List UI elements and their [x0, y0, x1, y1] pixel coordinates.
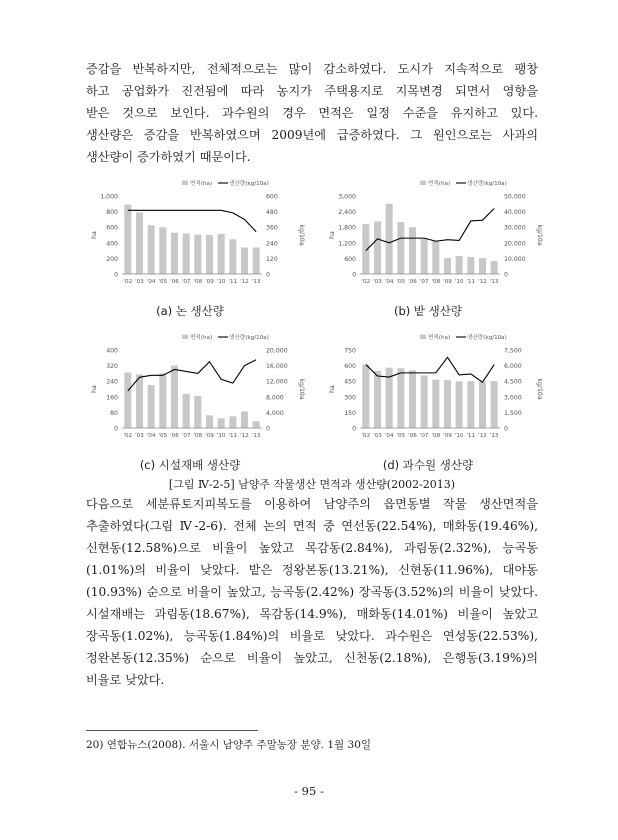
x-tick-label: '11 [228, 279, 238, 285]
legend-production-label: 생산량(kg/10a) [229, 181, 269, 187]
bar-area [362, 365, 369, 428]
y-left-tick-label: 0 [352, 425, 356, 433]
legend-bar-swatch [182, 181, 188, 186]
y-right-tick-label: 3,000 [504, 394, 522, 402]
y-left-tick-label: 0 [352, 271, 356, 279]
y-left-tick-label: 200 [106, 255, 118, 263]
bar-area [362, 224, 369, 274]
y-right-tick-label: 4,000 [266, 409, 284, 417]
production-line [128, 210, 256, 231]
chart-orchard-production [306, 332, 546, 447]
text-line: 추출하였다(그림 Ⅳ-2-6). 전체 논의 면적 중 연선동(22.54%), 매화동(19.46%), [86, 519, 538, 533]
bar-area [253, 247, 260, 274]
x-tick-label: '02 [123, 433, 133, 439]
y-left-tick-label: 1,800 [338, 224, 356, 232]
legend-area-label: 면적(ha) [428, 181, 451, 187]
x-tick-label: '03 [373, 433, 382, 439]
bar-area [183, 394, 190, 428]
y-right-tick-label: 10,000 [504, 255, 526, 263]
bar-area [491, 381, 498, 428]
y-left-axis-title: ha [91, 231, 98, 239]
x-tick-label: '05 [396, 433, 406, 439]
y-right-tick-label: 0 [504, 425, 508, 433]
y-left-tick-label: 750 [344, 347, 356, 355]
y-right-tick-label: 360 [266, 224, 278, 232]
x-tick-label: '08 [431, 433, 441, 439]
y-right-axis-title: kg/10a [298, 224, 305, 246]
bar-area [456, 256, 463, 274]
x-tick-label: '02 [123, 279, 133, 285]
bar-area [491, 261, 498, 274]
bar-area [374, 221, 381, 274]
text-line: 받은 것으로 보인다. 과수원의 경우 면적은 일정 수준을 유지하고 있다. [86, 106, 538, 120]
text-line: 장곡동(1.02%), 능곡동(1.84%)의 비율로 낮았다. 과수원은 연성동(22.53%), [86, 629, 538, 643]
chart-caption-b: (b) 밭 생산량 [393, 304, 463, 318]
y-right-axis-title: kg/10a [536, 224, 543, 246]
bar-area [421, 375, 428, 428]
y-left-tick-label: 240 [106, 378, 118, 386]
text-line: 생산량이 증가하였기 때문이다. [86, 150, 251, 164]
x-tick-label: '11 [228, 433, 238, 439]
y-right-tick-label: 480 [266, 209, 278, 217]
x-tick-label: '05 [158, 279, 168, 285]
x-tick-label: '05 [396, 279, 406, 285]
text-line: (1.01%)의 비율이 낮았다. 밭은 정왕본동(13.21%), 신현동(11.96%), 대야동 [86, 563, 538, 577]
chart-field-production [306, 178, 546, 293]
legend-area-label: 면적(ha) [190, 335, 213, 341]
bar-area [253, 421, 260, 428]
bar-area [136, 212, 143, 274]
chart-svg [306, 178, 546, 293]
y-left-tick-label: 600 [106, 224, 118, 232]
x-tick-label: '10 [454, 433, 464, 439]
x-tick-label: '05 [158, 433, 168, 439]
bar-area [409, 370, 416, 428]
chart-paddy-production [68, 178, 308, 293]
y-right-tick-label: 0 [266, 425, 270, 433]
y-right-tick-label: 7,500 [504, 347, 522, 355]
x-tick-label: '07 [419, 433, 429, 439]
bar-area [409, 227, 416, 274]
x-tick-label: '02 [361, 433, 371, 439]
body-paragraph-1 [86, 58, 538, 168]
x-tick-label: '03 [373, 279, 382, 285]
y-left-axis-title: ha [329, 385, 336, 393]
y-left-tick-label: 800 [106, 209, 118, 217]
bar-area [386, 204, 393, 274]
text-line: 비율로 낮았다. [86, 673, 165, 687]
y-right-tick-label: 16,000 [266, 363, 288, 371]
y-right-tick-label: 20,000 [504, 240, 526, 248]
bar-area [124, 205, 131, 274]
bar-area [397, 368, 404, 428]
bar-area [194, 396, 201, 428]
y-left-tick-label: 1,000 [100, 193, 118, 201]
body-paragraph-2 [86, 493, 538, 691]
x-tick-label: '09 [205, 433, 214, 439]
bar-area [159, 373, 166, 428]
x-tick-label: '11 [466, 279, 476, 285]
y-right-tick-label: 4,500 [504, 378, 522, 386]
bar-area [467, 381, 474, 428]
y-left-tick-label: 0 [114, 271, 118, 279]
bar-area [171, 233, 178, 274]
chart-svg [68, 178, 308, 293]
chart-legend [182, 179, 269, 187]
y-right-tick-label: 8,000 [266, 394, 284, 402]
bar-area [479, 382, 486, 428]
x-tick-label: '06 [170, 279, 179, 285]
chart-svg [306, 332, 546, 447]
y-left-tick-label: 160 [106, 394, 118, 402]
x-tick-label: '12 [478, 279, 487, 285]
bar-area [124, 372, 131, 428]
x-tick-label: '07 [181, 279, 191, 285]
bar-area [444, 258, 451, 274]
y-left-tick-label: 320 [106, 363, 118, 371]
x-tick-label: '06 [170, 433, 179, 439]
y-right-axis-title: kg/10a [298, 378, 305, 400]
y-left-tick-label: 400 [106, 240, 118, 248]
x-tick-label: '13 [251, 433, 261, 439]
y-right-tick-label: 12,000 [266, 378, 288, 386]
bar-area [229, 239, 236, 274]
x-tick-label: '13 [489, 279, 499, 285]
legend-bar-swatch [182, 335, 188, 340]
x-tick-label: '03 [135, 433, 144, 439]
bar-area [421, 239, 428, 274]
x-tick-label: '08 [193, 279, 203, 285]
bar-area [397, 222, 404, 274]
x-tick-label: '04 [146, 279, 156, 285]
bar-area [479, 258, 486, 274]
legend-production-label: 생산량(kg/10a) [467, 181, 507, 187]
text-line: 다음으로 세분류토지피복도를 이용하여 남양주의 읍면동별 작물 생산면적을 [86, 497, 538, 511]
y-right-tick-label: 120 [266, 255, 278, 263]
x-tick-label: '09 [443, 279, 452, 285]
x-tick-label: '09 [205, 279, 214, 285]
y-right-tick-label: 0 [504, 271, 508, 279]
bar-area [456, 381, 463, 428]
y-left-tick-label: 1,200 [338, 240, 356, 248]
bar-area [148, 225, 155, 274]
x-tick-label: '13 [489, 433, 499, 439]
x-tick-label: '11 [466, 433, 476, 439]
chart-svg [68, 332, 308, 447]
y-right-tick-label: 1,500 [504, 409, 522, 417]
text-line: 생산량은 증감을 반복하였으며 2009년에 급증하였다. 그 원인으로는 사과의 [86, 128, 538, 142]
x-tick-label: '07 [181, 433, 191, 439]
chart-caption-d: (d) 과수원 생산량 [382, 458, 474, 472]
text-line: 하고 공업화가 진전됨에 따라 농지가 주택용지로 지목변경 되면서 영향을 [86, 84, 538, 98]
y-left-tick-label: 80 [110, 409, 118, 417]
x-tick-label: '06 [408, 433, 417, 439]
y-left-tick-label: 450 [344, 378, 356, 386]
x-tick-label: '04 [384, 433, 394, 439]
bar-area [444, 380, 451, 428]
text-line: 증감을 반복하지만, 전체적으로는 많이 감소하였다. 도시가 지속적으로 팽창 [86, 62, 538, 76]
y-right-axis-title: kg/10a [536, 378, 543, 400]
x-tick-label: '13 [251, 279, 261, 285]
text-line: 시설재배는 과림동(18.67%), 목감동(14.9%), 매화동(14.01%) 비율이 높았고 [86, 607, 538, 621]
production-line [366, 208, 494, 250]
bar-area [159, 227, 166, 274]
chart-legend [420, 333, 507, 341]
bar-area [432, 240, 439, 274]
legend-bar-swatch [420, 335, 426, 340]
y-left-tick-label: 300 [344, 394, 356, 402]
figure-caption: [그림 Ⅳ-2-5] 남양주 작물생산 면적과 생산량(2002-2013) [168, 478, 456, 491]
footnote: 20) 연합뉴스(2008). 서울시 남양주 주말농장 분양. 1월 30일 [86, 739, 372, 751]
footnote-divider [86, 730, 258, 731]
chart-legend [182, 333, 269, 341]
chart-caption-a: (a) 논 생산량 [156, 304, 224, 318]
y-right-tick-label: 6,000 [504, 363, 522, 371]
chart-legend [420, 179, 507, 187]
text-line: 신현동(12.58%)으로 비율이 높았고 목감동(2.84%), 과림동(2.32%), 능곡동 [86, 541, 538, 555]
bar-area [374, 371, 381, 428]
y-right-tick-label: 0 [266, 271, 270, 279]
y-right-tick-label: 30,000 [504, 224, 526, 232]
y-left-axis-title: ha [91, 385, 98, 393]
bar-area [148, 385, 155, 428]
y-left-tick-label: 0 [114, 425, 118, 433]
y-right-tick-label: 600 [266, 193, 278, 201]
bar-area [467, 257, 474, 274]
bar-area [136, 374, 143, 428]
x-tick-label: '12 [478, 433, 487, 439]
bar-area [229, 416, 236, 428]
chart-greenhouse-production [68, 332, 308, 447]
y-right-tick-label: 20,000 [266, 347, 288, 355]
y-left-tick-label: 3,000 [338, 193, 356, 201]
chart-caption-c: (c) 시설재배 생산량 [139, 458, 241, 472]
bar-area [241, 247, 248, 274]
bar-area [206, 415, 213, 428]
y-right-tick-label: 40,000 [504, 209, 526, 217]
production-line [128, 360, 256, 391]
legend-bar-swatch [420, 181, 426, 186]
y-left-tick-label: 2,400 [338, 209, 356, 217]
x-tick-label: '04 [384, 279, 394, 285]
production-line [366, 357, 494, 382]
y-left-tick-label: 600 [344, 255, 356, 263]
y-left-tick-label: 600 [344, 363, 356, 371]
y-left-axis-title: ha [329, 231, 336, 239]
text-line: (10.93%) 순으로 비율이 높았고, 능곡동(2.42%) 장곡동(3.52%)의 비율이 낮았다. [86, 585, 538, 599]
bar-area [206, 235, 213, 274]
legend-area-label: 면적(ha) [428, 335, 451, 341]
bar-area [241, 411, 248, 428]
x-tick-label: '12 [240, 433, 249, 439]
legend-area-label: 면적(ha) [190, 181, 213, 187]
x-tick-label: '12 [240, 279, 249, 285]
x-tick-label: '07 [419, 279, 429, 285]
y-left-tick-label: 150 [344, 409, 356, 417]
x-tick-label: '03 [135, 279, 144, 285]
bar-area [194, 235, 201, 274]
x-tick-label: '02 [361, 279, 371, 285]
y-right-tick-label: 240 [266, 240, 278, 248]
bar-area [183, 233, 190, 274]
text-line: 정완본동(12.35%) 순으로 비율이 높았고, 신천동(2.18%), 은행동(3.19%)의 [86, 651, 538, 665]
bar-area [218, 234, 225, 274]
x-tick-label: '08 [193, 433, 203, 439]
page-number: - 95 - [294, 784, 324, 798]
x-tick-label: '04 [146, 433, 156, 439]
bar-area [432, 380, 439, 428]
x-tick-label: '10 [216, 279, 226, 285]
x-tick-label: '09 [443, 433, 452, 439]
x-tick-label: '10 [454, 279, 464, 285]
legend-production-label: 생산량(kg/10a) [467, 335, 507, 341]
bar-area [171, 366, 178, 428]
legend-production-label: 생산량(kg/10a) [229, 335, 269, 341]
x-tick-label: '06 [408, 279, 417, 285]
y-right-tick-label: 50,000 [504, 193, 526, 201]
x-tick-label: '08 [431, 279, 441, 285]
x-tick-label: '10 [216, 433, 226, 439]
bar-area [218, 418, 225, 428]
y-left-tick-label: 400 [106, 347, 118, 355]
